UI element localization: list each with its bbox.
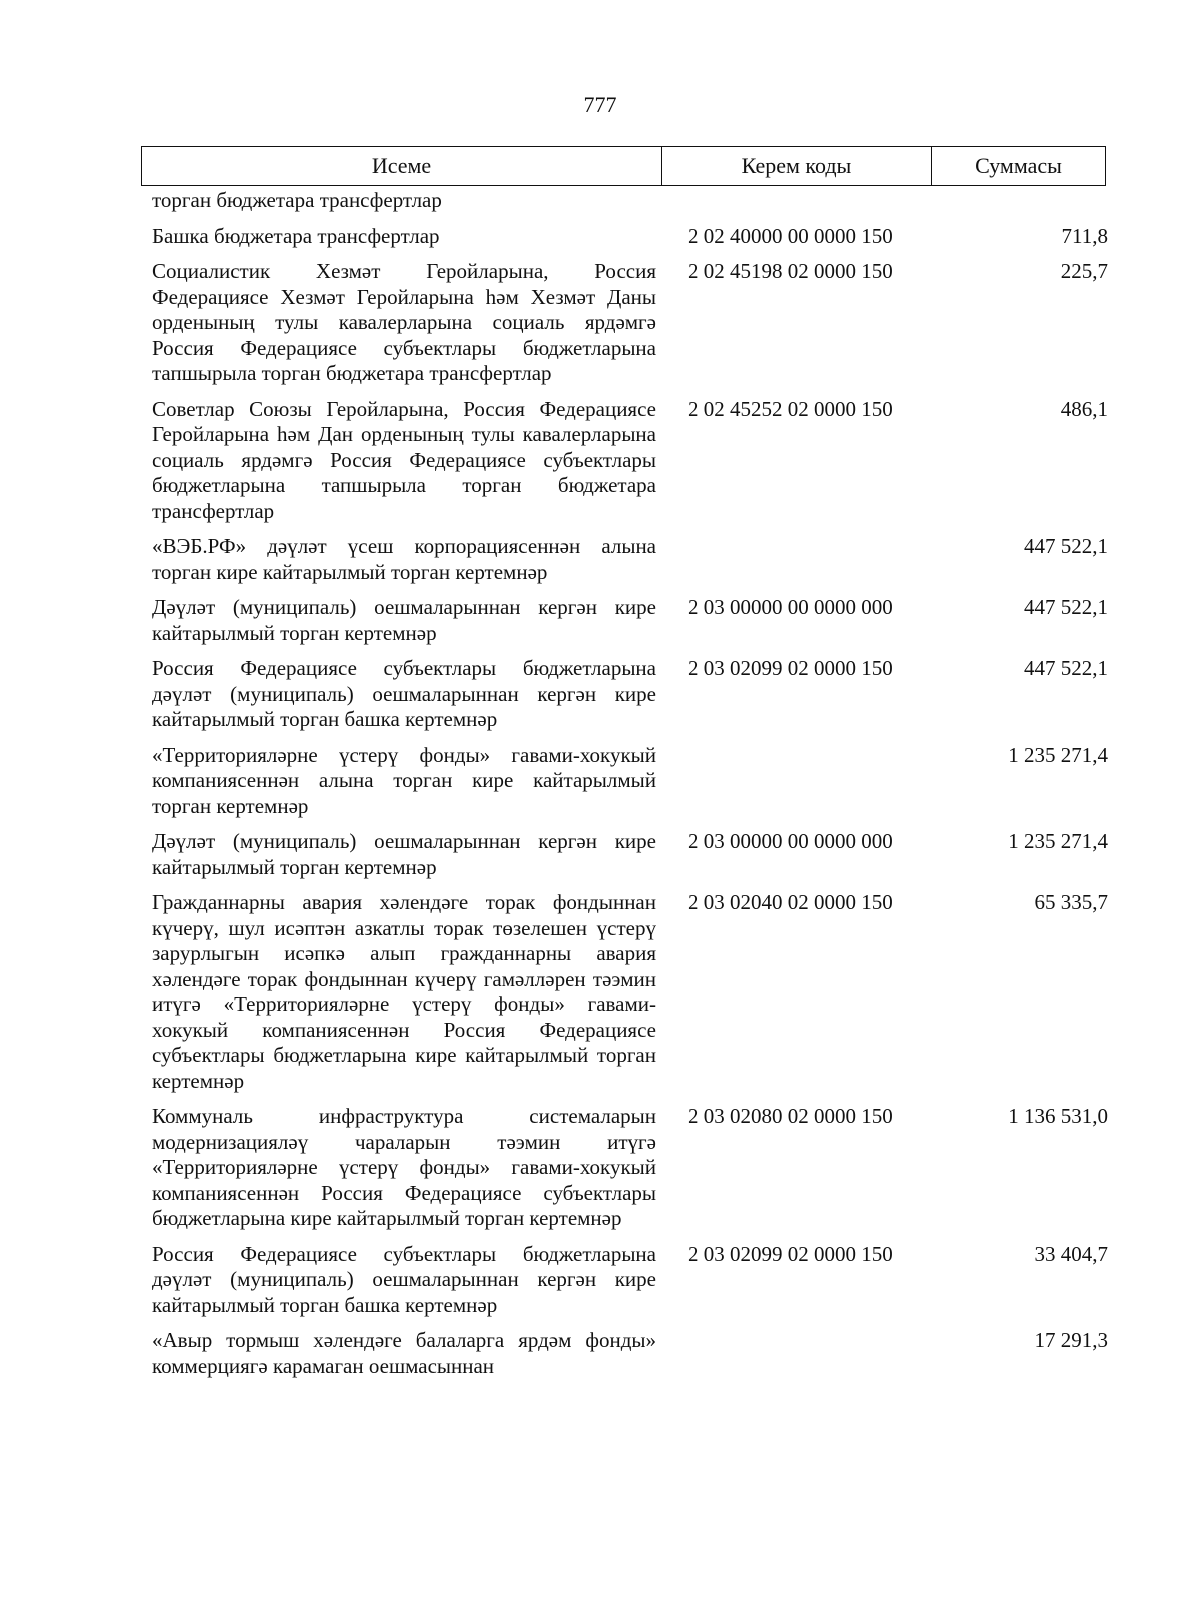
table-row	[152, 1242, 1112, 1319]
row-name: Советлар Союзы Геройларына, Россия Федерациясе Геройларына һәм Дан орденының тулы кавалерларына социаль ярдәмгә Россия Федерациясе субъектлары бюджетларына тапшырыла торган бюджетара трансфертлар	[152, 396, 656, 523]
row-code	[688, 534, 938, 585]
row-code: 2 02 45198 02 0000 150	[688, 259, 893, 283]
row-sum: 711,8	[1061, 223, 1108, 248]
row-name: «ВЭБ.РФ» дәүләт үсеш корпорациясеннән алына торган кире кайтарылмый торган кертемнәр	[152, 534, 656, 584]
row-code	[688, 188, 938, 214]
row-name: Социалистик Хезмәт Геройларына, Россия Федерациясе Хезмәт Геройларына һәм Хезмәт Даны орденының тулы кавалерларына социаль ярдәмгә Россия Федерациясе субъектлары бюджетларына тапшырыла торган бюджетара трансфертлар	[152, 259, 656, 385]
row-name: Коммуналь инфраструктура системаларын модернизацияләү чараларын тәэмин итүгә «Территорияләрне үстерү фонды» гавами-хокукый компаниясеннән Россия Федерациясе субъектлары бюджетларына кире кайтарылмый торган кертемнәр	[152, 1104, 656, 1230]
row-sum: 486,1	[1060, 396, 1108, 421]
row-code: 2 02 45252 02 0000 150	[688, 396, 893, 421]
row-name: Россия Федерациясе субъектлары бюджетларына дәүләт (муниципаль) оешмаларыннан кергән кире кайтарылмый торган башка кертемнәр	[152, 656, 656, 731]
row-name: «Территорияләрне үстерү фонды» гавами-хокукый компаниясеннән алына торган кире кайтарылмый торган кертемнәр	[152, 742, 656, 818]
row-sum: 17 291,3	[1034, 1328, 1108, 1352]
row-sum: 65 335,7	[1034, 890, 1108, 914]
row-sum: 447 522,1	[1024, 656, 1108, 680]
table-row	[152, 397, 1112, 525]
row-name: Дәүләт (муниципаль) оешмаларыннан кергән кире кайтарылмый торган кертемнәр	[152, 595, 656, 645]
row-sum	[938, 188, 1108, 214]
row-code: 2 02 40000 00 0000 150	[688, 223, 893, 248]
row-code: 2 03 02099 02 0000 150	[688, 1241, 893, 1266]
row-code: 2 03 02080 02 0000 150	[688, 1104, 893, 1128]
header-code: Керем коды	[662, 147, 932, 185]
row-code	[688, 743, 938, 820]
table-row	[152, 224, 1112, 250]
row-sum: 1 235 271,4	[1008, 829, 1108, 853]
row-sum: 447 522,1	[1024, 534, 1108, 558]
row-name: Гражданнарны авария хәлендәге торак фондыннан күчерү, шул исәптән азкатлы торак төзелешен үстерү зарурлыгын исәпкә алып гражданнарны авария хәлендәге торак фондыннан күчерү гамәлләрен тәэмин итүгә «Территорияләрне үстерү фонды» гавами-хокукый компаниясеннән Россия Федерациясе субъектлары бюджетларына кире кайтарылмый торган кертемнәр	[152, 890, 656, 1093]
table-row	[152, 595, 1112, 646]
row-sum: 225,7	[1060, 259, 1108, 283]
row-code: 2 03 02099 02 0000 150	[688, 656, 893, 680]
table-row	[152, 656, 1112, 733]
header-name: Исеме	[142, 147, 662, 185]
row-code: 2 03 02040 02 0000 150	[688, 890, 893, 914]
table-row	[152, 743, 1112, 820]
table-header	[141, 146, 1106, 186]
row-code	[688, 1328, 938, 1379]
row-sum: 1 235 271,4	[1008, 742, 1108, 767]
table-row	[152, 1104, 1112, 1232]
table-row	[152, 259, 1112, 387]
header-sum: Суммасы	[975, 153, 1062, 178]
row-name: «Авыр тормыш хәлендәге балаларга ярдәм фонды» коммерциягә карамаган оешмасыннан	[152, 1328, 656, 1378]
row-sum: 447 522,1	[1024, 595, 1108, 619]
table-row	[152, 1328, 1112, 1379]
row-name: Башка бюджетара трансфертлар	[152, 223, 440, 248]
page-number: 777	[583, 92, 617, 117]
row-name: Дәүләт (муниципаль) оешмаларыннан кергән кире кайтарылмый торган кертемнәр	[152, 829, 656, 879]
row-code: 2 03 00000 00 0000 000	[688, 595, 893, 619]
table-row	[152, 890, 1112, 1094]
table-row	[152, 534, 1112, 585]
row-sum: 33 404,7	[1034, 1241, 1108, 1266]
table-row	[152, 188, 1112, 214]
row-name: торган бюджетара трансфертлар	[152, 188, 442, 212]
row-name: Россия Федерациясе субъектлары бюджетларына дәүләт (муниципаль) оешмаларыннан кергән кире кайтарылмый торган башка кертемнәр	[152, 1241, 656, 1317]
table-body	[152, 188, 1112, 1389]
table-row	[152, 829, 1112, 880]
row-sum: 1 136 531,0	[1008, 1104, 1108, 1128]
row-code: 2 03 00000 00 0000 000	[688, 829, 893, 853]
